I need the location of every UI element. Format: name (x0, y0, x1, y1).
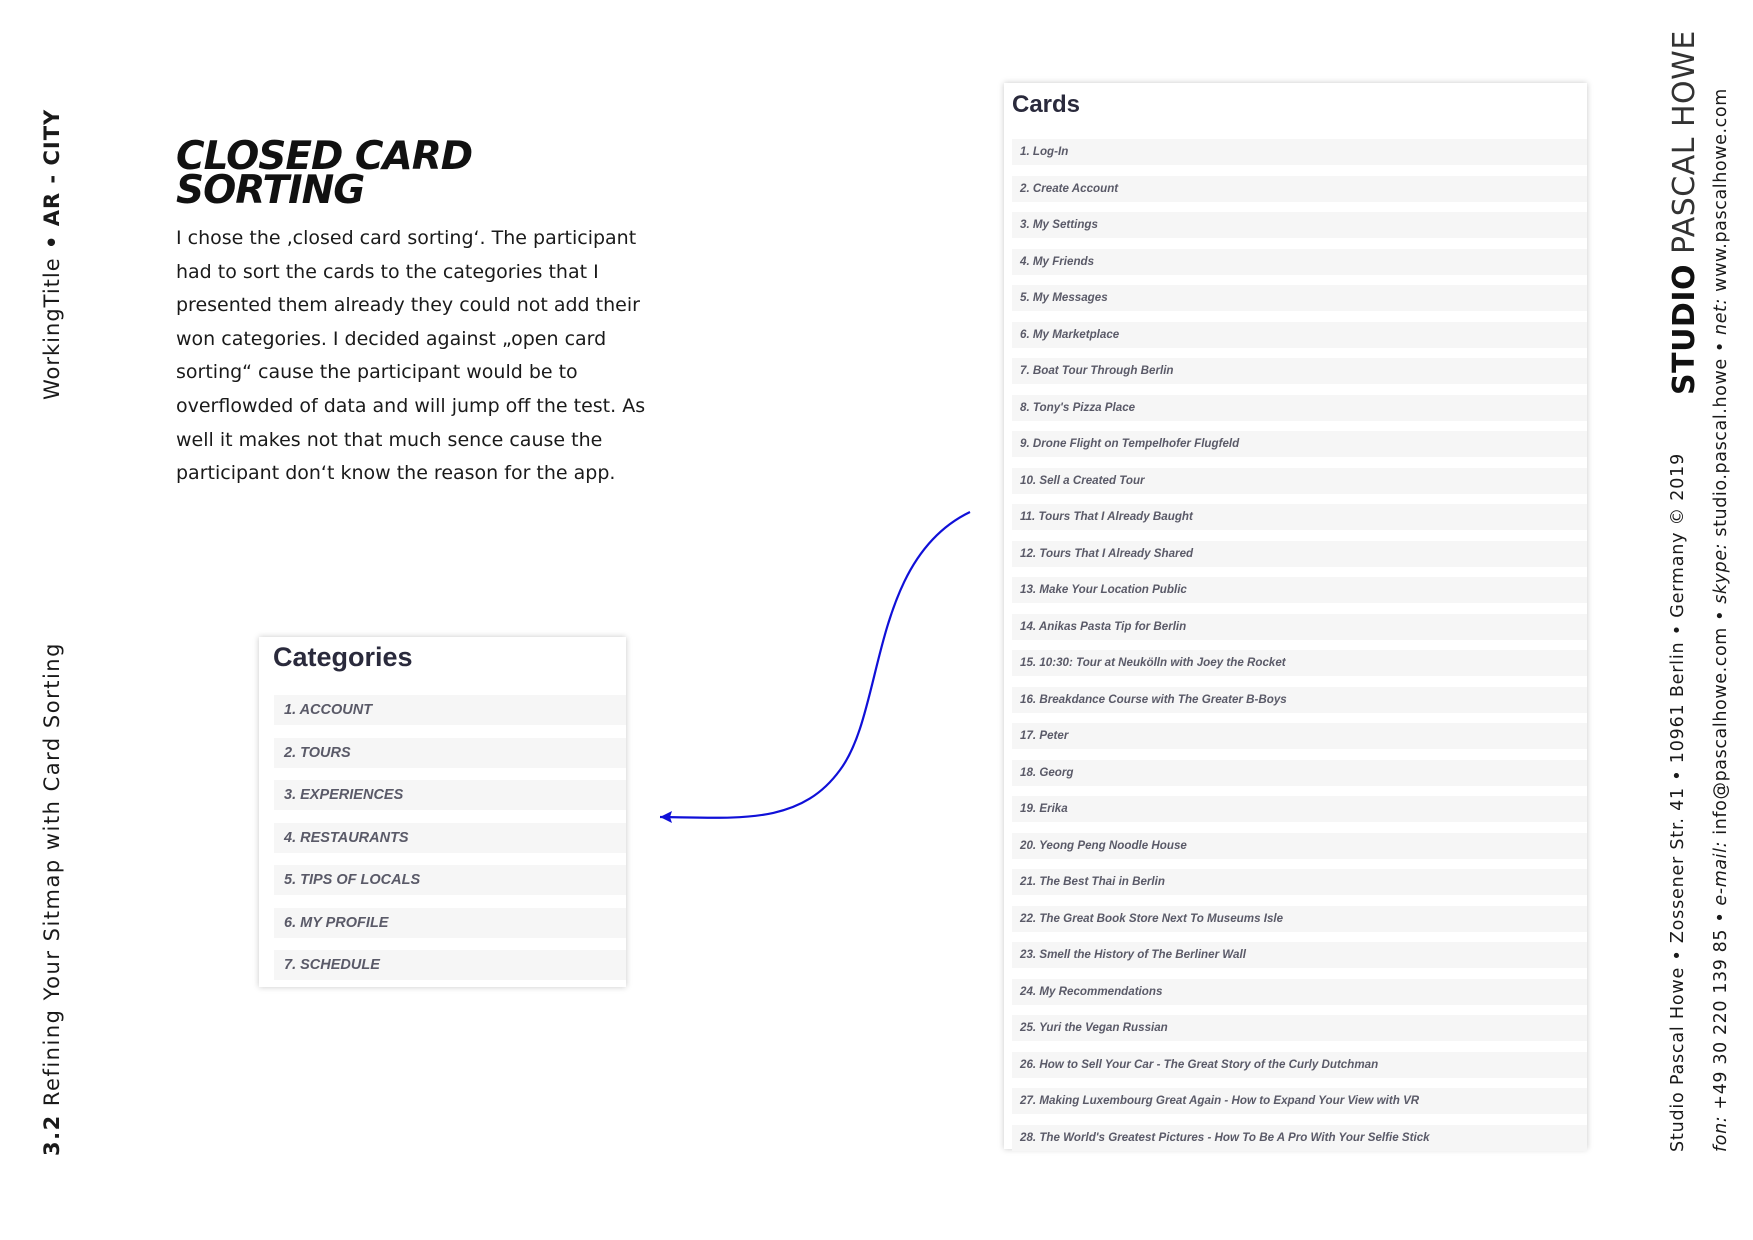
section-title: Refining Your Sitmap with Card Sorting (40, 642, 64, 1115)
category-item: 5. TIPS OF LOCALS (274, 865, 626, 895)
card-item: 4. My Friends (1012, 249, 1587, 275)
section-number: 3.2 (40, 1114, 64, 1156)
card-item: 28. The World's Greatest Pictures - How To Be A Pro With Your Selfie Stick (1012, 1125, 1587, 1151)
working-title: WorkingTitle (40, 257, 64, 400)
card-item: 5. My Messages (1012, 285, 1587, 311)
card-item: 21. The Best Thai in Berlin (1012, 869, 1587, 895)
categories-panel (259, 637, 626, 987)
card-item: 26. How to Sell Your Car - The Great Story of the Curly Dutchman (1012, 1052, 1587, 1078)
cards-title: Cards (1012, 91, 1081, 118)
category-item: 6. MY PROFILE (274, 908, 626, 938)
page-heading (176, 134, 473, 213)
card-item: 12. Tours That I Already Shared (1012, 541, 1587, 567)
studio-contact (1711, 88, 1731, 1152)
email-label: e-mail: (1711, 840, 1731, 906)
card-item: 23. Smell the History of The Berliner Wall (1012, 942, 1587, 968)
card-item: 20. Yeong Peng Noodle House (1012, 833, 1587, 859)
card-item: 13. Make Your Location Public (1012, 577, 1587, 603)
card-item: 6. My Marketplace (1012, 322, 1587, 348)
card-item: 2. Create Account (1012, 176, 1587, 202)
category-item: 2. TOURS (274, 738, 626, 768)
card-item: 16. Breakdance Course with The Greater B-Boys (1012, 687, 1587, 713)
categories-title: Categories (273, 642, 413, 672)
section-label (40, 642, 64, 1156)
card-item: 7. Boat Tour Through Berlin (1012, 358, 1587, 384)
studio-name-bold: STUDIO (1667, 264, 1702, 395)
card-item: 19. Erika (1012, 796, 1587, 822)
category-item: 1. ACCOUNT (274, 695, 626, 725)
email-value: info@pascalhowe.com • (1711, 603, 1731, 841)
studio-name-light: PASCAL HOWE (1667, 30, 1702, 264)
net-label: net: (1711, 297, 1731, 335)
card-item: 24. My Recommendations (1012, 979, 1587, 1005)
card-item: 8. Tony's Pizza Place (1012, 395, 1587, 421)
card-item: 22. The Great Book Store Next To Museums Isle (1012, 906, 1587, 932)
cards-list (1012, 139, 1587, 1161)
card-item: 27. Making Luxembourg Great Again - How to Expand Your View with VR (1012, 1088, 1587, 1114)
working-title-label (40, 109, 64, 400)
card-item: 14. Anikas Pasta Tip for Berlin (1012, 614, 1587, 640)
card-item: 3. My Settings (1012, 212, 1587, 238)
categories-list (274, 695, 626, 993)
card-item: 17. Peter (1012, 723, 1587, 749)
heading-line-1: CLOSED CARD (176, 134, 473, 179)
card-item: 1. Log-In (1012, 139, 1587, 165)
body-paragraph: I chose the ‚closed card sorting‘. The participant had to sort the cards to the categories that I presented them already they could not add their won categories. I decided against „open card sorting“ cause the participant would be to overflowded of data and will jump off the test. As well it makes not that much sence cause the participant don‘t know the reason for the app. (176, 227, 646, 485)
card-item: 25. Yuri the Vegan Russian (1012, 1015, 1587, 1041)
card-item: 10. Sell a Created Tour (1012, 468, 1587, 494)
card-item: 11. Tours That I Already Baught (1012, 504, 1587, 530)
card-item: 9. Drone Flight on Tempelhofer Flugfeld (1012, 431, 1587, 457)
net-value: www.pascalhowe.com (1711, 88, 1731, 298)
cards-panel (1004, 83, 1587, 1149)
skype-value: studio.pascal.howe • (1711, 335, 1731, 543)
category-item: 7. SCHEDULE (274, 950, 626, 980)
card-item: 18. Georg (1012, 760, 1587, 786)
fon-label: fon: (1711, 1115, 1731, 1152)
sort-arrow (640, 500, 980, 840)
fon-value: +49 30 220 139 85 • (1711, 905, 1731, 1116)
category-item: 3. EXPERIENCES (274, 780, 626, 810)
project-name: AR - CITY (40, 108, 64, 227)
category-item: 4. RESTAURANTS (274, 823, 626, 853)
studio-name (1667, 30, 1702, 395)
card-item: 15. 10:30: Tour at Neukölln with Joey the Rocket (1012, 650, 1587, 676)
sort-arrow-path (660, 512, 970, 818)
title-separator: • (40, 226, 64, 258)
heading-line-2: SORTING (176, 168, 365, 213)
skype-label: skype: (1711, 542, 1731, 604)
studio-address: Studio Pascal Howe • Zossener Str. 41 • 10961 Berlin • Germany © 2019 (1668, 452, 1688, 1152)
